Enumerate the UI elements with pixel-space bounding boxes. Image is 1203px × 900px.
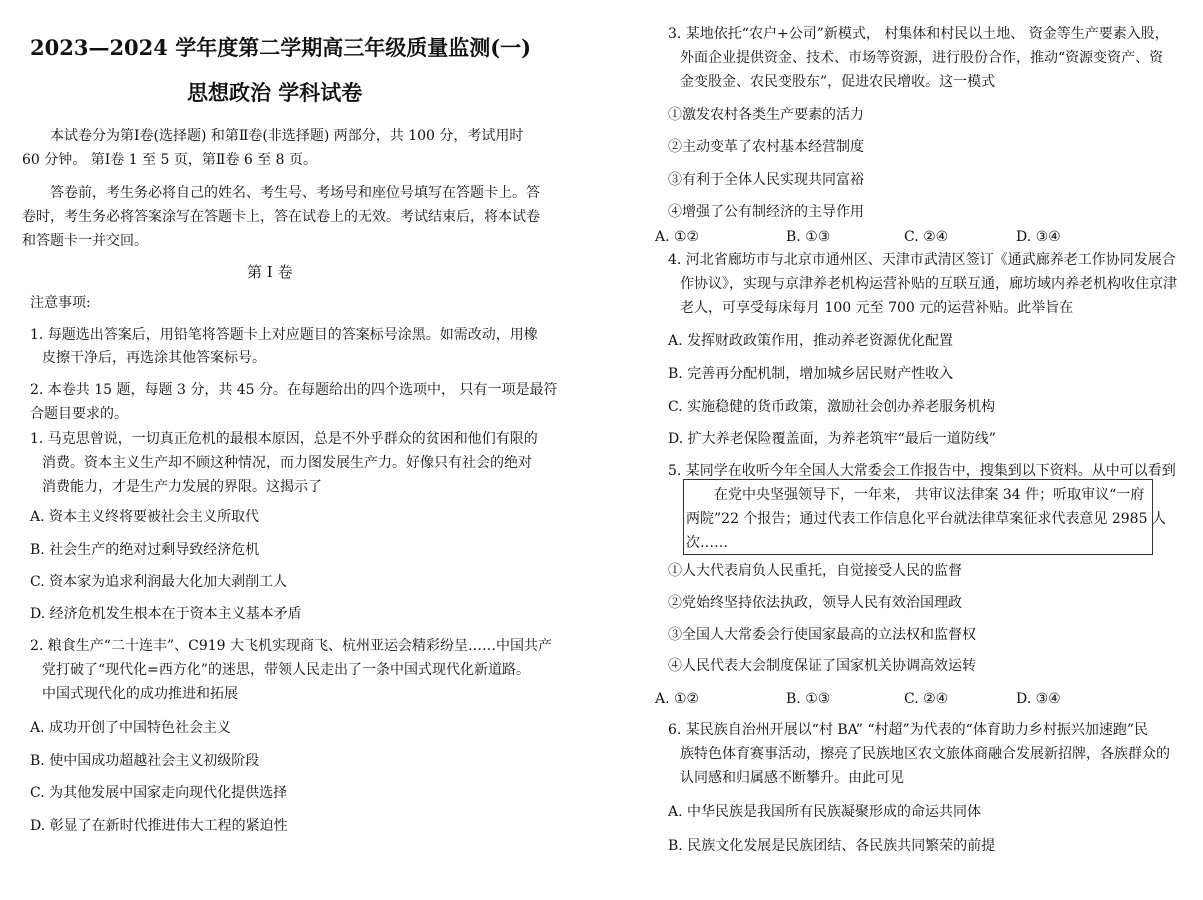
question-stem: 5. 某同学在收听今年全国人大常委会工作报告中，搜集到以下资料。从中可以看到 [668, 463, 1176, 479]
intro-line: 和答题卡一并交回。 [22, 233, 148, 249]
question-stem: 2. 粮食生产“二十连丰”、C919 大飞机实现商飞、杭州亚运会精彩纷呈……中国共产 [30, 638, 553, 654]
notice-line: 皮擦干净后，再选涂其他答案标号。 [42, 350, 266, 366]
question-stem: 中国式现代化的成功推进和拓展 [42, 686, 238, 702]
notice-line: 合题目要求的。 [30, 406, 128, 422]
choice-item: D. ③④ [1016, 691, 1061, 707]
exam-title: 2023—2024 学年度第二学期高三年级质量监测(一) [30, 35, 532, 60]
statement-item: ①激发农村各类生产要素的活力 [668, 107, 864, 123]
option-item: C. 实施稳健的货币政策，激励社会创办养老服务机构 [668, 399, 996, 415]
option-item: A. 资本主义终将要被社会主义所取代 [30, 509, 260, 525]
option-item: B. 社会生产的绝对过剩导致经济危机 [30, 542, 260, 558]
question-stem: 作协议》，实现与京津养老机构运营补贴的互联互通，廊坊域内养老机构收住京津 [680, 276, 1177, 292]
choice-item: B. ①③ [786, 229, 831, 245]
statement-item: ②主动变革了农村基本经营制度 [668, 139, 864, 155]
question-stem: 党打破了“现代化=西方化”的迷思，带领人民走出了一条中国式现代化新道路。 [42, 662, 531, 678]
option-item: C. 为其他发展中国家走向现代化提供选择 [30, 785, 288, 801]
notice-line: 1. 每题选出答案后，用铅笔将答题卡上对应题目的答案标号涂黑。如需改动，用橡 [30, 327, 538, 343]
option-item: D. 经济危机发生根本在于资本主义基本矛盾 [30, 606, 302, 622]
option-item: A. 发挥财政政策作用，推动养老资源优化配置 [668, 333, 954, 349]
question-stem: 1. 马克思曾说，一切真正危机的最根本原因，总是不外乎群众的贫困和他们有限的 [30, 431, 538, 447]
question-stem: 老人，可享受每床每月 100 元至 700 元的运营补贴。此举旨在 [680, 300, 1074, 316]
statement-item: ③有利于全体人民实现共同富裕 [668, 172, 864, 188]
option-item: D. 彰显了在新时代推进伟大工程的紧迫性 [30, 818, 288, 834]
quote-line: 在党中央坚强领导下，一年来， 共审议法律案 34 件；听取审议“一府 [714, 487, 1145, 503]
choice-item: C. ②④ [904, 691, 949, 707]
option-item: C. 资本家为追求利润最大化加大剥削工人 [30, 574, 288, 590]
option-item: B. 完善再分配机制，增加城乡居民财产性收入 [668, 366, 954, 382]
quote-line: 次…… [686, 535, 728, 551]
question-stem: 族特色体育赛事活动，擦亮了民族地区农文旅体商融合发展新招牌，各族群众的 [680, 746, 1170, 762]
intro-line: 本试卷分为第Ⅰ卷(选择题) 和第Ⅱ卷(非选择题) 两部分，共 100 分，考试用时 [50, 128, 524, 144]
notice-title: 注意事项: [30, 295, 91, 311]
option-item: A. 成功开创了中国特色社会主义 [30, 720, 232, 736]
quote-line: 两院”22 个报告；通过代表工作信息化平台就法律草案征求代表意见 2985 人 [686, 511, 1166, 527]
question-stem: 消费。资本主义生产却不顾这种情况，而力图发展生产力。好像只有社会的绝对 [42, 455, 532, 471]
statement-item: ③全国人大常委会行使国家最高的立法权和监督权 [668, 627, 976, 643]
notice-line: 2. 本卷共 15 题，每题 3 分，共 45 分。在每题给出的四个选项中， 只有一项是最符 [30, 382, 558, 398]
question-stem: 外面企业提供资金、技术、市场等资源，进行股份合作，推动“资源变资产、资 [680, 50, 1164, 66]
question-stem: 6. 某民族自治州开展以“村 BA” “村超”为代表的“体育助力乡村振兴加速跑”民 [668, 722, 1148, 738]
statement-item: ④增强了公有制经济的主导作用 [668, 204, 864, 220]
choice-item: D. ③④ [1016, 229, 1061, 245]
question-stem: 3. 某地依托“农户+公司”新模式， 村集体和村民以土地、 资金等生产要素入股， [668, 26, 1169, 42]
statement-item: ②党始终坚持依法执政，领导人民有效治国理政 [668, 595, 962, 611]
option-item: B. 使中国成功超越社会主义初级阶段 [30, 753, 260, 769]
option-item: B. 民族文化发展是民族团结、各民族共同繁荣的前提 [668, 838, 996, 854]
option-item: A. 中华民族是我国所有民族凝聚形成的命运共同体 [668, 804, 982, 820]
section-title: 第 Ⅰ 卷 [247, 263, 293, 281]
intro-line: 卷时，考生务必将答案涂写在答题卡上，答在试卷上的无效。考试结束后，将本试卷 [22, 209, 540, 225]
quote-box [683, 479, 1166, 555]
question-stem: 金变股金、农民变股东”，促进农民增收。这一模式 [680, 74, 996, 90]
question-stem: 认同感和归属感不断攀升。由此可见 [680, 770, 904, 786]
option-item: D. 扩大养老保险覆盖面，为养老筑牢“最后一道防线” [668, 431, 996, 447]
subject-title: 思想政治 学科试卷 [187, 80, 363, 105]
question-stem: 消费能力，才是生产力发展的界限。这揭示了 [42, 479, 322, 495]
statement-item: ①人大代表肩负人民重托，自觉接受人民的监督 [668, 563, 962, 579]
statement-item: ④人民代表大会制度保证了国家机关协调高效运转 [668, 658, 976, 674]
choice-item: A. ①② [655, 229, 700, 245]
choice-item: B. ①③ [786, 691, 831, 707]
intro-line: 答卷前，考生务必将自己的姓名、考生号、考场号和座位号填写在答题卡上。答 [50, 185, 540, 201]
intro-line: 60 分钟。 第Ⅰ卷 1 至 5 页，第Ⅱ卷 6 至 8 页。 [22, 152, 317, 168]
question-stem: 4. 河北省廊坊市与北京市通州区、天津市武清区签订《通武廊养老工作协同发展合 [668, 252, 1176, 268]
choice-item: A. ①② [655, 691, 700, 707]
choice-item: C. ②④ [904, 229, 949, 245]
